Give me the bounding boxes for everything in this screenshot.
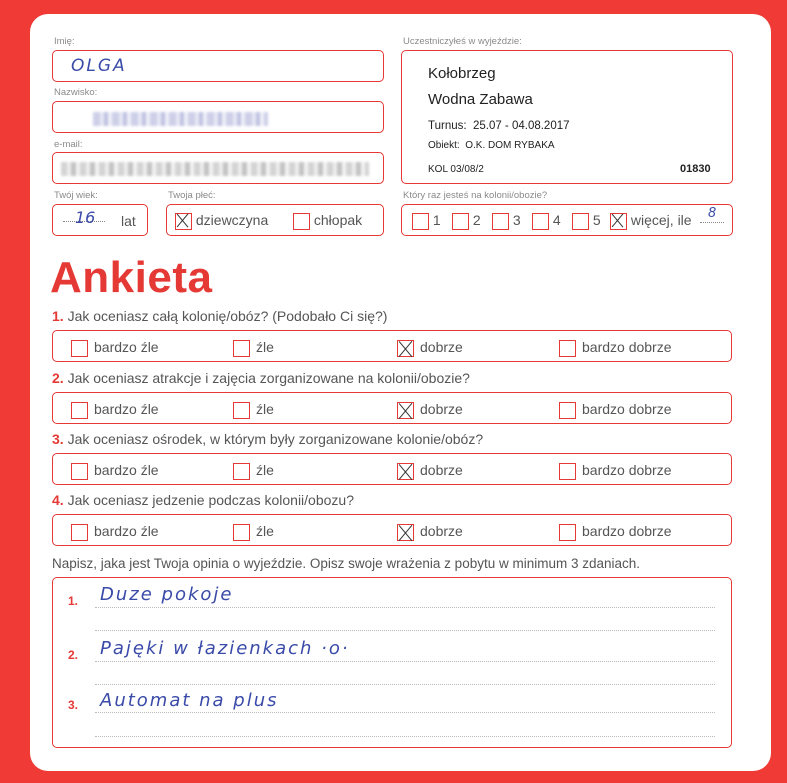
opinion-line-1-rule [95, 607, 715, 608]
q3-option-bardzo-dobrze[interactable]: bardzo dobrze [559, 462, 672, 480]
trip-turnus: Turnus: 25.07 - 04.08.2017 [428, 120, 570, 132]
q1-option-bardzo-zle[interactable]: bardzo źle [71, 339, 159, 357]
gender-boy-checkbox[interactable] [293, 213, 310, 230]
gender-option-boy[interactable] [293, 212, 362, 230]
opinion-line-extra-rule-3 [95, 736, 715, 737]
question-2: 2. Jak oceniasz atrakcje i zajęcia zorganizowane na kolonii/obozie? [52, 370, 470, 386]
trip-camp: Wodna Zabawa [428, 91, 533, 108]
survey-title: Ankieta [50, 253, 213, 302]
answer-row-4 [52, 514, 732, 546]
times-option-5[interactable]: 5 [572, 212, 601, 230]
trip-number: 01830 [680, 163, 711, 175]
opinion-line-1-text: Duze pokoje [100, 584, 234, 605]
surname-redacted [93, 112, 268, 126]
age-unit: lat [121, 213, 136, 229]
times-field [401, 204, 733, 236]
times-more-value: 8 [708, 206, 717, 221]
q3-option-zle[interactable]: źle [233, 462, 274, 480]
q1-option-zle[interactable]: źle [233, 339, 274, 357]
times-option-3[interactable]: 3 [492, 212, 521, 230]
email-label: e-mail: [54, 139, 83, 150]
times-option-4[interactable]: 4 [532, 212, 561, 230]
surname-label: Nazwisko: [54, 87, 98, 98]
question-1: 1. Jak oceniasz całą kolonię/obóz? (Podobało Ci się?) [52, 308, 388, 324]
opinion-line-3-rule [95, 712, 715, 713]
q3-option-dobrze[interactable]: dobrze [397, 462, 463, 480]
gender-field [166, 204, 384, 236]
email-redacted [61, 162, 369, 176]
opinion-line-extra-rule-2 [95, 684, 715, 685]
answer-row-1 [52, 330, 732, 362]
gender-option-girl[interactable] [175, 212, 268, 230]
opinion-line-2-rule [95, 661, 715, 662]
opinion-line-3-text: Automat na plus [100, 690, 279, 711]
q4-option-zle[interactable]: źle [233, 523, 274, 541]
q2-option-bardzo-zle[interactable]: bardzo źle [71, 401, 159, 419]
trip-box [401, 50, 733, 184]
answer-row-3 [52, 453, 732, 485]
question-3: 3. Jak oceniasz ośrodek, w którym były zorganizowane kolonie/obóz? [52, 431, 484, 447]
age-label: Twój wiek: [54, 190, 98, 201]
name-value: OLGA [71, 56, 127, 76]
q4-option-bardzo-zle[interactable]: bardzo źle [71, 523, 159, 541]
age-field[interactable] [52, 204, 148, 236]
name-label: Imię: [54, 36, 75, 47]
surname-field[interactable] [52, 101, 384, 133]
q1-option-dobrze[interactable]: dobrze [397, 339, 463, 357]
q2-option-zle[interactable]: źle [233, 401, 274, 419]
times-option-1[interactable]: 1 [412, 212, 441, 230]
gender-girl-label: dziewczyna [195, 212, 269, 228]
gender-label: Twoja płeć: [168, 190, 216, 201]
opinion-line-3-num: 3. [68, 698, 79, 712]
age-value: 16 [75, 208, 96, 227]
trip-code: KOL 03/08/2 [428, 164, 484, 175]
question-4: 4. Jak oceniasz jedzenie podczas kolonii/obozu? [52, 492, 354, 508]
opinion-line-2-num: 2. [68, 648, 79, 662]
opinion-line-2-text: Pajęki w łazienkach ·o· [100, 638, 350, 659]
email-field[interactable] [52, 152, 384, 184]
q4-option-bardzo-dobrze[interactable]: bardzo dobrze [559, 523, 672, 541]
trip-label: Uczestniczyłeś w wyjeździe: [403, 36, 522, 47]
name-field[interactable] [52, 50, 384, 82]
trip-obiekt: Obiekt: O.K. DOM RYBAKA [428, 140, 555, 151]
q2-option-bardzo-dobrze[interactable]: bardzo dobrze [559, 401, 672, 419]
times-option-2[interactable]: 2 [452, 212, 481, 230]
gender-boy-label: chłopak [313, 212, 363, 228]
q2-option-dobrze[interactable]: dobrze [397, 401, 463, 419]
times-more-underline [700, 222, 724, 223]
times-label: Który raz jesteś na kolonii/obozie? [403, 190, 548, 201]
q3-option-bardzo-zle[interactable]: bardzo źle [71, 462, 159, 480]
opinion-prompt: Napisz, jaka jest Twoja opinia o wyjeździe. Opisz swoje wrażenia z pobytu w minimum 3 zdaniach. [52, 556, 641, 571]
times-option-more[interactable]: więcej, ile [610, 212, 692, 230]
opinion-line-1-num: 1. [68, 594, 79, 608]
gender-girl-checkbox[interactable] [175, 213, 192, 230]
answer-row-2 [52, 392, 732, 424]
trip-city: Kołobrzeg [428, 65, 496, 82]
q1-option-bardzo-dobrze[interactable]: bardzo dobrze [559, 339, 672, 357]
q4-option-dobrze[interactable]: dobrze [397, 523, 463, 541]
opinion-line-extra-rule-1 [95, 630, 715, 631]
